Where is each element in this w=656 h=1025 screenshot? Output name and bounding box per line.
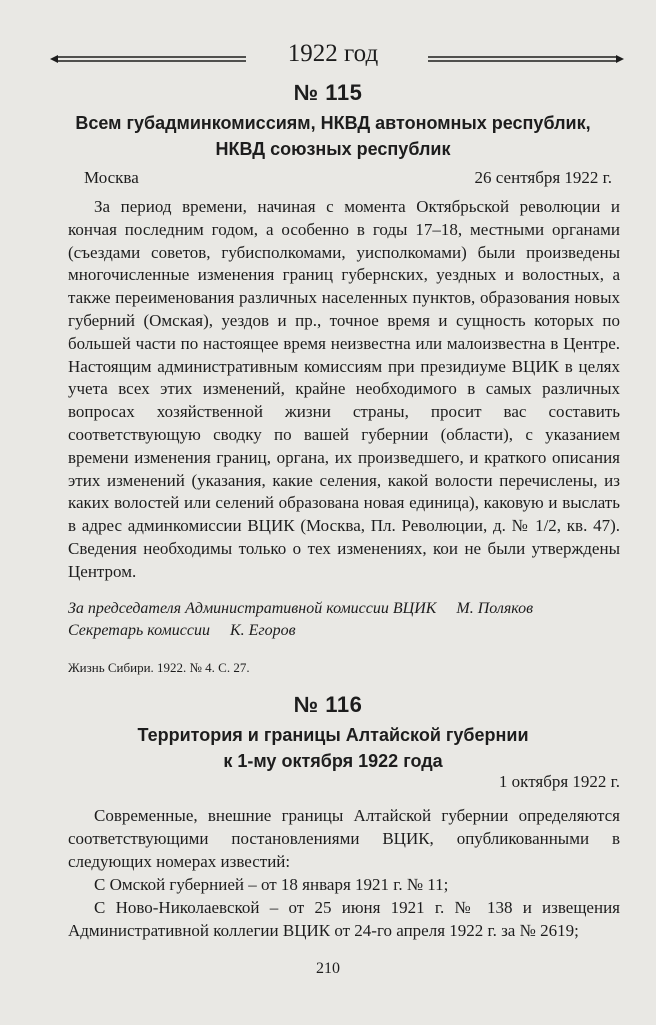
- page-number: 210: [316, 960, 340, 977]
- doc-title-116: [60, 722, 606, 774]
- document-date: 26 сентября 1922 г.: [474, 168, 612, 187]
- source-citation: Жизнь Сибири. 1922. № 4. С. 27.: [68, 660, 250, 675]
- doc-number-116: № 116: [293, 692, 363, 717]
- running-header: [40, 42, 626, 72]
- doc-paragraph: Современные, внешние границы Алтайской губернии определяются соответствующими постановлениями ВЦИК, опубликованными в следующих номерах известий:: [68, 806, 620, 871]
- ornament-right-rule: [428, 54, 624, 64]
- signature-line: [68, 622, 296, 640]
- place-of-issue: Москва: [84, 168, 139, 187]
- signatory-name: К. Егоров: [229, 622, 296, 639]
- doc-title-line: Всем губадминкомиссиям, НКВД автономных республик,: [75, 113, 591, 133]
- doc-title-115: [60, 110, 606, 162]
- signature-line: [68, 600, 533, 618]
- doc-paragraph: С Омской губернией – от 18 января 1921 г. № 11;: [94, 875, 449, 894]
- doc-number-115: № 115: [293, 80, 363, 105]
- doc-title-line: Территория и границы Алтайской губернии: [137, 725, 529, 745]
- doc-body-115: За период времени, начиная с момента Октябрьской революции и кончая последним годом, а особенно в годы 17–18, местными органами (съездами советов, губисполкомами, уисполкомами) были произведены многочисленные изменения границ губернских, уездных и волостных, а также переименования различных населенных пунктов, образования новых губерний (Омская), уездов и пр., точное время и сущность которых по большей части по настоящее время неизвестна или малоизвестна в Центре. Настоящим административным комиссиям при президиуме ВЦИК в целях учета всех этих изменений, крайне необходимого в самых различных вопросах хозяйственной жизни страны, просит вас составить соответствующую сводку по вашей губернии (области), с указанием времени изменения границ, органа, их произведшего, и краткого описания этих изменений (указания, какие селения, какой волости перечислены, из каких волостей или селений образована новая единица), каковую и выслать в адрес админкомиссии ВЦИК (Москва, Пл. Революции, д. № 1/2, кв. 47). Сведения необходимы только о тех изменениях, кои не были утверждены Центром.: [68, 197, 620, 581]
- doc-title-line: НКВД союзных республик: [215, 139, 451, 159]
- document-date: 1 октября 1922 г.: [498, 772, 620, 791]
- doc-title-line: к 1-му октября 1922 года: [223, 751, 443, 771]
- signatory-role: За председателя Административной комиссии ВЦИК: [68, 600, 437, 617]
- signatory-role: Секретарь комиссии: [68, 622, 210, 639]
- header-year: 1922 год: [287, 40, 379, 67]
- doc-paragraph: С Ново-Николаевской – от 25 июня 1921 г. № 138 и извещения Административной коллегии ВЦИК от 24-го апреля 1922 г. за № 2619;: [68, 898, 620, 940]
- signatory-name: М. Поляков: [456, 600, 534, 617]
